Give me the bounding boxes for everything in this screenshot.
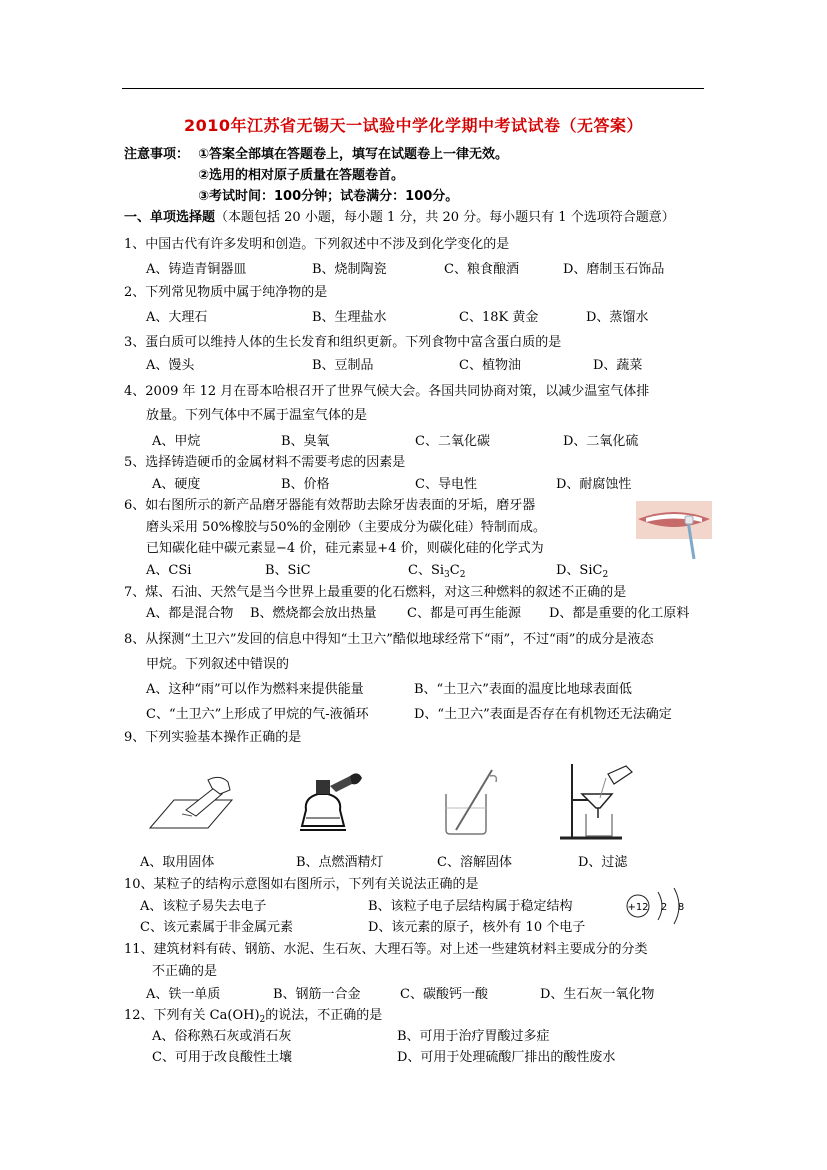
option-a: A、铸造青铜器皿	[146, 262, 247, 277]
option-a: A、甲烷	[152, 434, 201, 449]
option-a: A、这种“雨”可以作为燃料来提供能量	[146, 682, 364, 697]
option-d: D、都是重要的化工原料	[549, 606, 690, 621]
note-item: ②选用的相对原子质量在答题卷首。	[198, 168, 405, 183]
option-b: B、“土卫六”表面的温度比地球表面低	[414, 682, 632, 697]
page-title: 2010年江苏省无锡天一试验中学化学期中考试试卷（无答案）	[183, 116, 644, 135]
option-c: C、碳酸钙一酸	[400, 987, 488, 1002]
option-d: D、耐腐蚀性	[556, 477, 632, 492]
option-a: A、俗称熟石灰或消石灰	[152, 1029, 292, 1044]
option-d: D、过滤	[578, 855, 628, 870]
shell1-electrons: 2	[660, 902, 668, 913]
option-a: A、CSi	[146, 563, 192, 578]
option-d: D、蔬菜	[593, 358, 643, 373]
option-b: B、烧制陶瓷	[312, 262, 387, 277]
question-stem-cont: 甲烷。下列叙述中错误的	[146, 657, 290, 672]
question-stem-cont: 已知碳化硅中碳元素显−4 价，硅元素显+4 价，则碳化硅的化学式为	[146, 541, 544, 556]
option-b: B、臭氧	[281, 434, 330, 449]
question-stem-cont: 放量。下列气体中不属于温室气体的是	[146, 408, 368, 423]
option-a: A、馒头	[146, 358, 195, 373]
option-c: C、植物油	[459, 358, 521, 373]
question-stem: 2、下列常见物质中属于纯净物的是	[124, 285, 328, 300]
dissolve-solid-image	[436, 768, 506, 836]
question-stem: 11、建筑材料有砖、钢筋、水泥、生石灰、大理石等。对上述一些建筑材料主要成分的分类	[124, 942, 648, 957]
option-a: A、都是混合物	[146, 606, 234, 621]
section-heading: 一、单项选择题（本题包括 20 小题，每小题 1 分，共 20 分。每小题只有 1 个选项符合题意）	[124, 210, 675, 225]
option-c: C、“土卫六”上形成了甲烷的气-液循环	[146, 707, 369, 722]
question-stem: 6、如右图所示的新产品磨牙器能有效帮助去除牙齿表面的牙垢，磨牙器	[124, 498, 536, 513]
option-c: C、可用于改良酸性土壤	[152, 1050, 292, 1065]
question-stem-cont: 磨头采用 50%橡胶与50%的金刚砂（主要成分为碳化硅）特制而成。	[146, 520, 546, 535]
option-d: D、该元素的原子，核外有 10 个电子	[368, 920, 586, 935]
option-c: C、溶解固体	[437, 855, 512, 870]
option-b: B、生理盐水	[312, 310, 387, 325]
question-stem: 10、某粒子的结构示意图如右图所示，下列有关说法正确的是	[124, 877, 479, 892]
option-b: B、价格	[281, 477, 330, 492]
question-stem: 1、中国古代有许多发明和创造。下列叙述中不涉及到化学变化的是	[124, 237, 510, 252]
option-b: B、SiC	[265, 563, 311, 578]
question-stem: 12、下列有关 $Ca(OH)_2$的说法，不正确的是	[124, 1008, 383, 1025]
option-c: C、二氧化碳	[415, 434, 490, 449]
note-item: ①答案全部填在答题卷上，填写在试题卷上一律无效。	[198, 147, 509, 162]
option-d: D、磨制玉石饰品	[563, 262, 665, 277]
teeth-grinder-image	[636, 501, 712, 561]
question-stem: 9、下列实验基本操作正确的是	[124, 730, 302, 745]
option-a: A、取用固体	[140, 855, 215, 870]
option-c: C、导电性	[415, 477, 477, 492]
question-stem: 4、2009 年 12 月在哥本哈根召开了世界气候大会。各国共同协商对策，以减少温室气体排	[124, 384, 650, 399]
question-stem-cont: 不正确的是	[152, 964, 218, 979]
question-stem: 5、选择铸造硬币的金属材料不需要考虑的因素是	[124, 455, 406, 470]
option-a: A、硬度	[152, 477, 201, 492]
option-d: D、“土卫六”表面是否存在有机物还无法确定	[414, 707, 672, 722]
option-d: D、生石灰一氧化物	[540, 987, 655, 1002]
question-stem: 7、煤、石油、天然气是当今世界上最重要的化石燃料，对这三种燃料的叙述不正确的是	[124, 585, 627, 600]
option-b: B、燃烧都会放出热量	[250, 606, 377, 621]
shell2-electrons: 8	[677, 902, 685, 913]
header-rule	[122, 88, 704, 89]
option-d: D、可用于处理硫酸厂排出的酸性废水	[397, 1050, 616, 1065]
question-stem: 3、蛋白质可以维持人体的生长发育和组织更新。下列食物中富含蛋白质的是	[124, 335, 562, 350]
option-a: A、该粒子易失去电子	[140, 899, 267, 914]
option-c: C、该元素属于非金属元素	[140, 920, 293, 935]
option-b: B、可用于治疗胃酸过多症	[397, 1029, 550, 1044]
filtration-image	[556, 758, 636, 840]
option-a: A、铁一单质	[146, 987, 221, 1002]
option-b: B、钢筋一合金	[273, 987, 361, 1002]
note-item: ③考试时间：100分钟；试卷满分：100分。	[198, 189, 459, 204]
option-c: C、粮食酿酒	[444, 262, 519, 277]
notes-label: 注意事项：	[124, 147, 190, 162]
option-b: B、点燃酒精灯	[296, 855, 384, 870]
option-c: C、都是可再生能源	[407, 606, 521, 621]
take-solid-image	[146, 770, 236, 840]
option-d: D、SiC$_2$	[556, 563, 609, 580]
nucleus-charge: +12	[627, 902, 649, 913]
option-c: C、18K 黄金	[459, 310, 539, 325]
option-d: D、蒸馏水	[586, 310, 649, 325]
option-a: A、大理石	[146, 310, 208, 325]
particle-structure-diagram	[624, 884, 706, 928]
option-b: B、豆制品	[312, 358, 374, 373]
alcohol-lamp-image	[292, 770, 372, 836]
option-c: C、$Si_3C_2$	[408, 563, 466, 580]
option-b: B、该粒子电子层结构属于稳定结构	[368, 899, 573, 914]
option-d: D、二氧化硫	[563, 434, 639, 449]
question-stem: 8、从探测“土卫六”发回的信息中得知“土卫六”酷似地球经常下“雨”，不过“雨”的成分是液态	[124, 632, 654, 647]
